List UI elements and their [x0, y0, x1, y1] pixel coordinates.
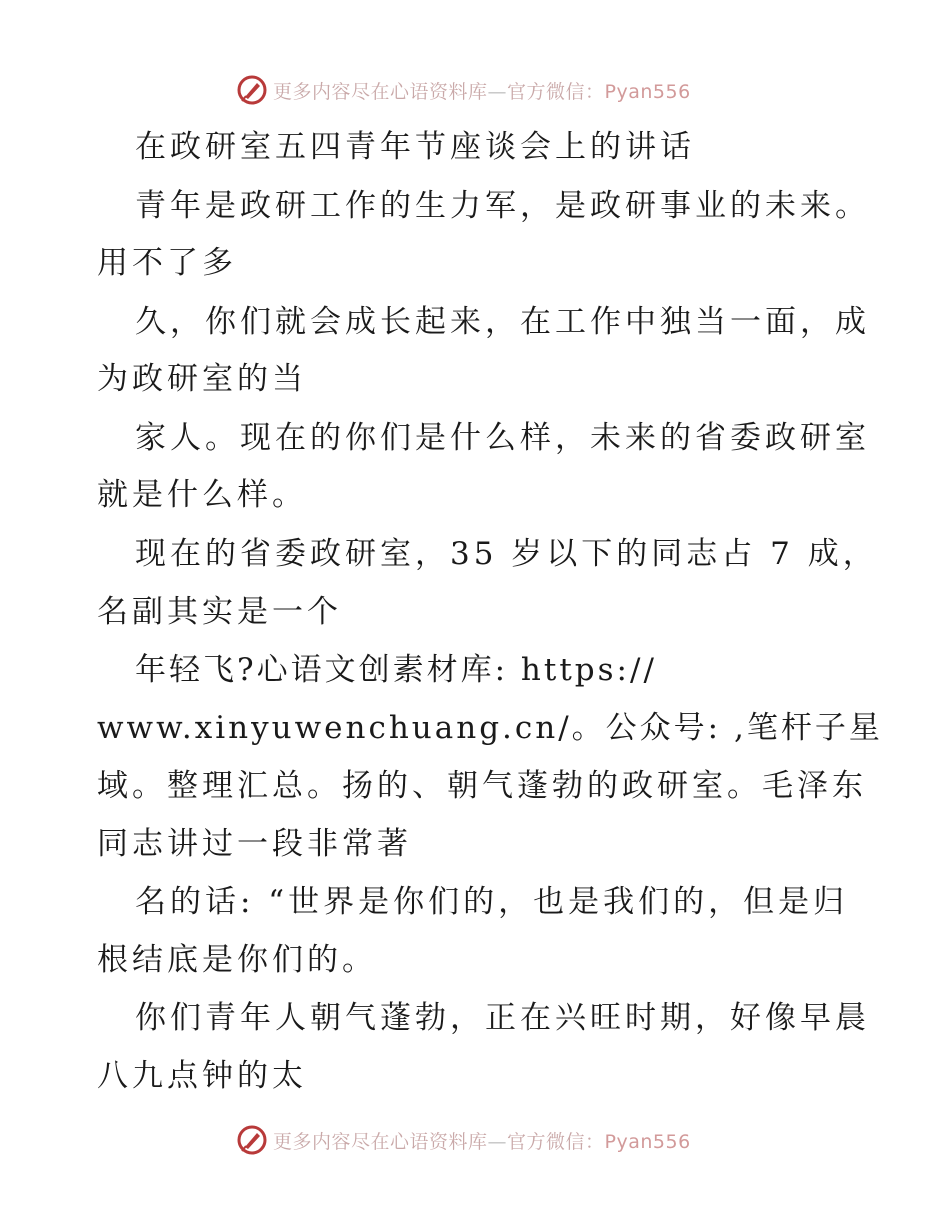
watermark-id: Pyan556	[604, 1130, 691, 1153]
watermark-text	[273, 1127, 691, 1154]
text-line: 你们青年人朝气蓬勃，正在兴旺时期，好像早晨	[135, 1000, 870, 1036]
watermark-prefix: 更多内容尽在心语资料库	[273, 1130, 488, 1153]
watermark-dash: —	[487, 80, 508, 103]
text-line: 名副其实是一个	[97, 594, 342, 630]
text-line: 同志讲过一段非常著	[97, 826, 412, 862]
text-line: 就是什么样。	[97, 477, 307, 513]
text-line: 根结底是你们的。	[97, 942, 377, 978]
watermark-suffix: 官方微信：	[507, 1130, 605, 1153]
watermark-prefix: 更多内容尽在心语资料库	[273, 80, 488, 103]
text-line: 年轻飞?心语文创素材库: https://	[135, 652, 657, 688]
text-line: 久，你们就会成长起来，在工作中独当一面，成	[135, 304, 870, 340]
text-line: 名的话: “世界是你们的，也是我们的，但是归	[135, 884, 849, 920]
text-line: 八九点钟的太	[97, 1058, 307, 1094]
footer-watermark	[236, 1123, 691, 1157]
pen-seal-logo-icon	[236, 74, 268, 106]
text-line: 青年是政研工作的生力军，是政研事业的未来。	[135, 188, 870, 224]
watermark-id: Pyan556	[604, 80, 691, 103]
text-line: 为政研室的当	[97, 361, 307, 397]
text-line: 现在的省委政研室，35 岁以下的同志占 7 成，	[135, 536, 878, 572]
watermark-dash: —	[487, 1130, 508, 1153]
text-line: www.xinyuwenchuang.cn/。公众号: ,笔杆子星	[97, 710, 883, 746]
header-watermark	[236, 73, 691, 107]
document-title: 在政研室五四青年节座谈会上的讲话	[135, 129, 695, 165]
text-line: 域。整理汇总。扬的、朝气蓬勃的政研室。毛泽东	[97, 768, 867, 804]
text-line: 家人。现在的你们是什么样，未来的省委政研室	[135, 420, 870, 456]
pen-seal-logo-icon	[236, 1124, 268, 1156]
watermark-text	[273, 77, 691, 104]
text-line: 用不了多	[97, 245, 237, 281]
watermark-suffix: 官方微信：	[507, 80, 605, 103]
